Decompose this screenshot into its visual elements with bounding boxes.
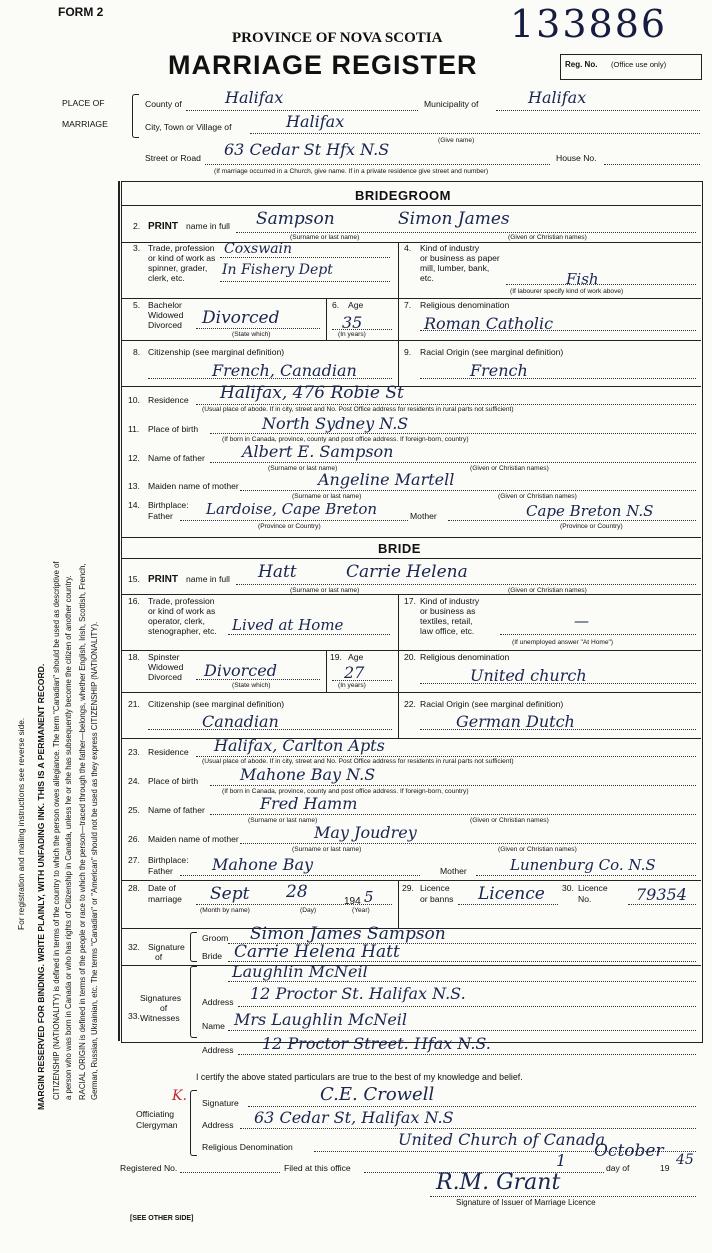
q27-label-1: Birthplace: [148,855,189,865]
q26-label: Maiden name of mother [148,834,239,844]
groom-trade-line1: Coxswain [224,241,293,257]
q3-label-1: Trade, profession [148,243,215,253]
q7-label: Religious denomination [420,300,510,310]
q4-label-2: or business as paper [420,253,500,263]
form-number: FORM 2 [58,5,104,19]
bride-given-caption: (Given or Christian names) [508,587,587,594]
groom-signature: Simon James Sampson [250,924,446,944]
q18-number: 18. [128,652,140,662]
groom-age: 35 [342,313,363,332]
witness2-name-label: Name [202,1021,225,1031]
q3-label-3: spinner, grader, [148,263,208,273]
issuer-signature: R.M. Grant [436,1170,561,1195]
q4-number: 4. [404,243,412,253]
bride-religion: United church [470,666,587,685]
street-value: 63 Cedar St Hfx N.S [224,140,390,159]
reg-no-box [560,54,702,80]
house-no-label: House No. [556,153,597,163]
sidebar-line-3: CITIZENSHIP (NATIONALITY) is defined in terms of the country to which the person owes allegiance. The term "Canadian" should be used as descriptive of [52,561,61,1100]
province-heading: PROVINCE OF NOVA SCOTIA [232,30,443,46]
q16-label-2: or kind of work as [148,606,216,616]
q29-number: 29. [402,883,414,893]
groom-sig-label: Groom [202,933,229,943]
bride-surname-caption: (Surname or last name) [290,587,360,594]
groom-surname: Sampson [256,209,335,229]
bride-age-caption: (In years) [338,682,366,689]
clergy-signature: C.E. Crowell [320,1084,435,1105]
q3-number: 3. [133,243,141,253]
q15-label: name in full [186,574,230,584]
bride-signature: Carrie Helena Hatt [234,942,400,962]
q6-number: 6. [332,300,340,310]
q20-label: Religious denomination [420,652,510,662]
municipality-value: Halifax [528,88,587,107]
groom-residence: Halifax, 476 Robie St [220,383,404,403]
clergy-label-2: Clergyman [136,1120,178,1130]
groom-state-caption: (State which) [232,331,271,338]
groom-residence-caption: (Usual place of abode. If in city, street and No. Post Office address for residents in rural parts not sufficient) [202,406,514,413]
q32-number: 32. [128,942,140,952]
q2-number: 2. [133,221,141,231]
q4-label-4: etc. [420,273,434,283]
groom-industry: Fish [566,270,599,288]
q2-label: name in full [186,221,230,231]
q14-label-2: Father [148,511,173,521]
marriage-month: Sept [210,884,250,904]
q12-label: Name of father [148,453,205,463]
groom-surname-caption: (Surname or last name) [290,234,360,241]
witness1-signature: Laughlin McNeil [232,962,368,981]
q17-label-2: or business as [420,606,476,616]
marriage-year-suffix: 5 [364,888,374,906]
q9-label: Racial Origin (see marginal definition) [420,347,564,357]
groom-mother-given-caption: (Given or Christian names) [498,493,577,500]
bride-father-given-caption: (Given or Christian names) [470,817,549,824]
q20-number: 20. [404,652,416,662]
give-name-caption: (Give name) [438,137,475,144]
q28-label-1: Date of [148,883,176,893]
filed-year-suffix: 45 [676,1152,694,1168]
q30-label-1: Licence [578,883,608,893]
q29-label-1: Licence [420,883,450,893]
city-value: Halifax [286,112,345,131]
q8-number: 8. [133,347,141,357]
sidebar-line-6: German, Russian, Ukrainian, etc. The terms "Canadian" or "American" should not be used as they express CITIZENSHIP (NATIONALITY). [90,621,99,1100]
q14-number: 14. [128,500,140,510]
q4-label-1: Kind of industry [420,243,480,253]
filed-label: Filed at this office [284,1163,351,1173]
clergy-religion: United Church of Canada [398,1130,606,1149]
groom-given-caption: (Given or Christian names) [508,234,587,241]
q18-label-3: Divorced [148,672,182,682]
q19-number: 19. [330,652,342,662]
q7-number: 7. [404,300,412,310]
groom-marital-status: Divorced [202,308,280,328]
bride-residence: Halifax, Carlton Apts [214,736,385,755]
q10-label: Residence [148,395,189,405]
witness1-address-label: Address [202,997,234,1007]
q17-label-4: law office, etc. [420,626,475,636]
groom-religion: Roman Catholic [424,314,554,333]
bride-mother-given-caption: (Given or Christian names) [498,846,577,853]
witness2-signature: Mrs Laughlin McNeil [234,1010,408,1029]
q25-label: Name of father [148,805,205,815]
q33-label-2: of [160,1003,168,1013]
groom-father-given-caption: (Given or Christian names) [470,465,549,472]
q9-number: 9. [404,347,412,357]
place-label-2: MARRIAGE [62,119,108,129]
bride-father-name: Fred Hamm [260,794,358,813]
q33-label-1: Signatures [140,993,182,1003]
q18-label-1: Spinster [148,652,180,662]
groom-racial-origin: French [470,361,528,380]
q8-label: Citizenship (see marginal definition) [148,347,285,357]
clergy-address-label: Address [202,1120,234,1130]
city-label: City, Town or Village of [145,122,232,132]
q15-number: 15. [128,574,140,584]
q33-label-3: Witnesses [140,1013,180,1023]
q25-number: 25. [128,805,140,815]
sidebar-line-4: a person who was born in Canada or who has rights of Citizenship in Canada, unless he or she has subsequently become the citizen of another country. [64,575,73,1100]
bride-surname: Hatt [258,562,297,582]
groom-mother-name: Angeline Martell [318,470,455,489]
q26-number: 26. [128,834,140,844]
q13-number: 13. [128,481,140,491]
marriage-day: 28 [286,882,308,902]
bride-heading: BRIDE [378,541,421,556]
registered-no-label: Registered No. [120,1163,178,1173]
licence-number: 79354 [636,885,687,904]
clergy-label-1: Officiating [136,1109,175,1119]
q24-number: 24. [128,776,140,786]
municipality-label: Municipality of [424,99,479,109]
q30-label-2: No. [578,894,592,904]
filed-month: October [594,1141,664,1161]
q30-number: 30. [562,883,574,893]
q28-label-2: marriage [148,894,182,904]
q27-label-2: Father [148,866,173,876]
q6-label: Age [348,300,364,310]
q32-label-1: Signature [148,942,185,952]
groom-given-names: Simon James [398,209,510,229]
q22-number: 22. [404,699,416,709]
bride-birthplace-caption: (If born in Canada, province, county and post office address. If foreign-born, country) [222,788,469,795]
q24-label: Place of birth [148,776,199,786]
bride-racial-origin: German Dutch [456,712,575,731]
county-value: Halifax [225,88,284,107]
certify-statement: I certify the above stated particulars are true to the best of my knowledge and belief. [196,1072,523,1082]
church-note: (If marriage occurred in a Church, give name. If in a private residence give street and number) [214,168,489,175]
groom-mother-surname-caption: (Surname or last name) [292,493,362,500]
place-label-1: PLACE OF [62,98,105,108]
q4-label-3: mill, lumber, bank, [420,263,490,273]
clergy-address: 63 Cedar St, Halifax N.S [254,1108,454,1127]
q16-label-3: operator, clerk, [148,616,205,626]
groom-father-surname-caption: (Surname or last name) [268,465,338,472]
month-caption: (Month by name) [200,907,250,914]
bride-mother-birthplace: Lunenburg Co. N.S [510,856,656,874]
witness1-address: 12 Proctor St. Halifax N.S. [250,984,466,1003]
page-title: MARRIAGE REGISTER [168,50,478,80]
licence-or-banns: Licence [478,884,545,904]
q28-number: 28. [128,883,140,893]
groom-mother-birthplace: Cape Breton N.S [526,502,654,520]
q11-label: Place of birth [148,424,199,434]
bride-industry: — [574,612,589,630]
bride-father-surname-caption: (Surname or last name) [248,817,318,824]
q10-number: 10. [128,395,140,405]
q14-label-1: Birthplace: [148,500,189,510]
filed-day: 1 [556,1151,567,1170]
office-use-note: (Office use only) [611,60,667,69]
q23-label: Residence [148,747,189,757]
q12-number: 12. [128,453,140,463]
groom-mother-prov-caption: (Province or Country) [560,523,623,530]
q11-number: 11. [128,424,140,434]
see-other-side: [SEE OTHER SIDE] [130,1215,194,1222]
sidebar-line-1: For registration and mailing instructions see reverse side. [16,717,26,930]
groom-father-birthplace: Lardoise, Cape Breton [206,500,378,518]
bridegroom-heading: BRIDEGROOM [355,188,451,203]
q5-label-3: Divorced [148,320,182,330]
groom-age-caption: (In years) [338,331,366,338]
q19-label: Age [348,652,364,662]
groom-industry-caption: (If labourer specify kind of work above) [510,288,624,295]
bride-mother-name: May Joudrey [314,823,417,842]
q17-number: 17. [404,596,416,606]
q17-label-3: textiles, retail, [420,616,473,626]
q16-number: 16. [128,596,140,606]
q3-label-2: or kind of work as [148,253,216,263]
q5-number: 5. [133,300,141,310]
q22-label: Racial Origin (see marginal definition) [420,699,564,709]
bride-residence-caption: (Usual place of abode. If in city, street and No. Post Office address for residents in rural parts not sufficient) [202,758,514,765]
county-label: County of [145,99,182,109]
bride-sig-label: Bride [202,951,223,961]
groom-father-name: Albert E. Sampson [242,442,394,461]
witness2-address-label: Address [202,1045,234,1055]
clergy-religion-label: Religious Denomination [202,1142,293,1152]
groom-citizenship: French, Canadian [212,361,357,380]
q5-label-2: Widowed [148,310,184,320]
bride-mother-surname-caption: (Surname or last name) [292,846,362,853]
groom-father-prov-caption: (Province or Country) [258,523,321,530]
q27-number: 27. [128,855,140,865]
q16-label-4: stenographer, etc. [148,626,217,636]
q23-number: 23. [128,747,140,757]
bride-industry-caption: (If unemployed answer "At Home") [512,639,614,646]
bride-trade: Lived at Home [232,616,344,634]
q18-label-2: Widowed [148,662,184,672]
q21-number: 21. [128,699,140,709]
bride-father-birthplace: Mahone Bay [212,855,314,874]
bride-citizenship: Canadian [202,712,279,731]
bride-birthplace: Mahone Bay N.S [240,765,376,784]
witness2-address: 12 Proctor Street. Hfax N.S. [262,1034,491,1053]
street-label: Street or Road [145,153,201,163]
q2-print: PRINT [148,221,178,232]
q27-mother-label: Mother [440,866,467,876]
q13-label: Maiden name of mother [148,481,239,491]
bride-marital-status: Divorced [204,661,277,680]
day-of-label: day of [606,1163,630,1173]
day-caption: (Day) [300,907,317,914]
groom-trade-line2: In Fishery Dept [222,262,333,278]
clergy-signature-label: Signature [202,1098,239,1108]
q15-print: PRINT [148,574,178,585]
reg-no-label: Reg. No. [565,60,598,69]
q5-label-1: Bachelor [148,300,182,310]
year-caption: (Year) [352,907,370,914]
bride-state-caption: (State which) [232,682,271,689]
issuer-caption: Signature of Issuer of Marriage Licence [456,1198,596,1207]
q14-mother-label: Mother [410,511,437,521]
q32-label-2: of [155,952,163,962]
bride-given-names: Carrie Helena [346,562,468,582]
sidebar-line-5: RACIAL ORIGIN is defined in terms of the people or race to which the person—traced through the father—belongs, whether English, Irish, Scottish, French, [78,563,87,1100]
red-k-mark: K. [172,1088,187,1104]
sidebar-line-2: MARGIN RESERVED FOR BINDING. WRITE PLAINLY, WITH UNFADING INK. THIS IS A PERMANENT RECORD. [36,663,46,1110]
q17-label-1: Kind of industry [420,596,480,606]
registration-number: 133886 [510,2,668,46]
marriage-year-prefix: 194 [344,896,361,907]
q33-number: 33. [128,1011,140,1021]
q16-label-1: Trade, profession [148,596,215,606]
q29-label-2: or banns [420,894,454,904]
groom-birthplace: North Sydney N.S [262,414,409,433]
bride-age: 27 [344,663,365,682]
q21-label: Citizenship (see marginal definition) [148,699,285,709]
filed-year-prefix: 19 [660,1163,670,1173]
place-bracket [132,94,139,138]
q3-label-4: clerk, etc. [148,273,185,283]
groom-birthplace-caption: (If born in Canada, province, county and post office address. If foreign-born, country) [222,436,469,443]
